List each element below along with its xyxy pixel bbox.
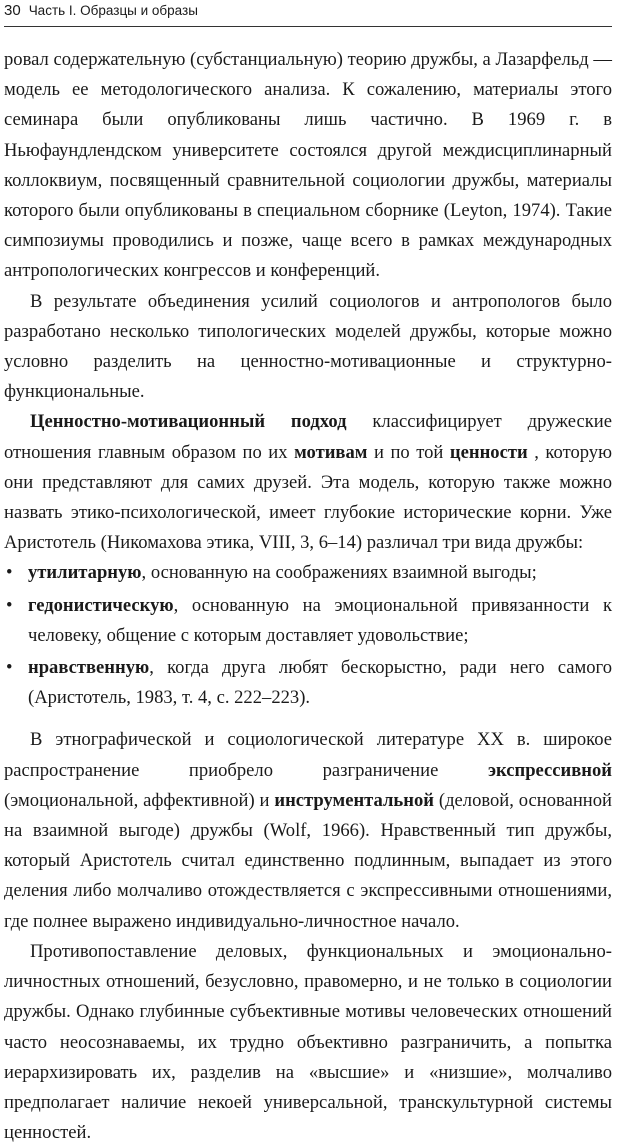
bullet-icon: • xyxy=(6,657,13,679)
text-run: классифицирует дружеские отношения главным образом по их xyxy=(4,411,612,463)
bold-term: мотивам xyxy=(294,441,368,463)
bold-term: нравственную xyxy=(28,657,150,679)
paragraph-2: В результате объединения усилий социологов и антропологов было разработано несколько типологических моделей дружбы, которые можно условно разделить на ценностно-мотивационные и структурно-функциональные. xyxy=(4,290,612,403)
text-run: и по той xyxy=(367,441,450,463)
bullet-list xyxy=(4,558,612,713)
bold-term: Ценностно-мотивационный подход xyxy=(30,411,347,433)
bold-term: утилитарную xyxy=(28,562,142,584)
paragraph-1: ровал содержательную (субстанциальную) теорию дружбы, а Лазарфельд — модель ее методологического анализа. К сожалению, материалы этого семинара были опубликованы лишь частично. В 1969 г. в Ньюфаундлендском университете состоялся другой междисциплинарный коллоквиум, посвященный сравнительной социологии дружбы, материалы которого были опубликованы в специальном сборнике (Leyton, 1974). Такие симпозиумы проводились и позже, чаще всего в рамках международных антропологических конгрессов и конференций. xyxy=(4,49,612,282)
text-run: В этнографической и социологической литературе XX в. широкое распространение приобрело разграничение xyxy=(4,729,612,781)
paragraph-5: Противопоставление деловых, функциональных и эмоционально-личностных отношений, безусловно, правомерно, и не только в социологии дружбы. Однако глубинные субъективные мотивы человеческих отношений часто неосознаваемы, их трудно объективно разграничить, а попытка иерархизировать их, разделив на «высшие» и «низшие», молчаливо предполагает наличие некоей универсальной, транскультурной системы ценностей. xyxy=(4,940,612,1144)
text-run: (деловой, основанной на взаимной выгоде) дружбы (Wolf, 1966). Нравственный тип дружбы, который Аристотель считал единственно подлинным, выпадает из этого деления либо молчаливо отождествляется с экспрессивными отношениями, где полнее выражено индивидуально-личностное начало. xyxy=(4,789,612,932)
list-item xyxy=(4,558,612,588)
bold-term: инструментальной xyxy=(274,789,434,811)
bold-term: гедонистическую xyxy=(28,594,174,616)
running-title: Часть I. Образцы и образы xyxy=(28,3,198,18)
bold-term: экспрессивной xyxy=(487,759,612,781)
text-run: , основанную на эмоциональной привязанности к человеку, общение с которым доставляет удовольствие; xyxy=(28,594,612,646)
list-item xyxy=(4,653,612,713)
page-header xyxy=(4,0,612,27)
paragraph-4 xyxy=(4,725,612,936)
bold-term: ценности xyxy=(449,441,528,463)
text-run: , которую они представляют для самих друзей. Эта модель, которую также можно назвать этико-психологической, имеет глубокие исторические корни. Уже Аристотель (Никомахова этика, VIII, 3, 6–14) различал три вида дружбы: xyxy=(4,441,612,554)
text-run: (эмоциональной, аффективной) и xyxy=(4,789,275,811)
list-item xyxy=(4,591,612,651)
paragraph-3 xyxy=(4,407,612,558)
bullet-icon: • xyxy=(6,594,13,616)
page-number: 30 xyxy=(4,2,21,19)
bullet-icon: • xyxy=(6,562,13,584)
text-run: , когда друга любят бескорыстно, ради него самого (Аристотель, 1983, т. 4, с. 222–223). xyxy=(28,657,612,709)
text-run: , основанную на соображениях взаимной выгоды; xyxy=(141,562,537,584)
